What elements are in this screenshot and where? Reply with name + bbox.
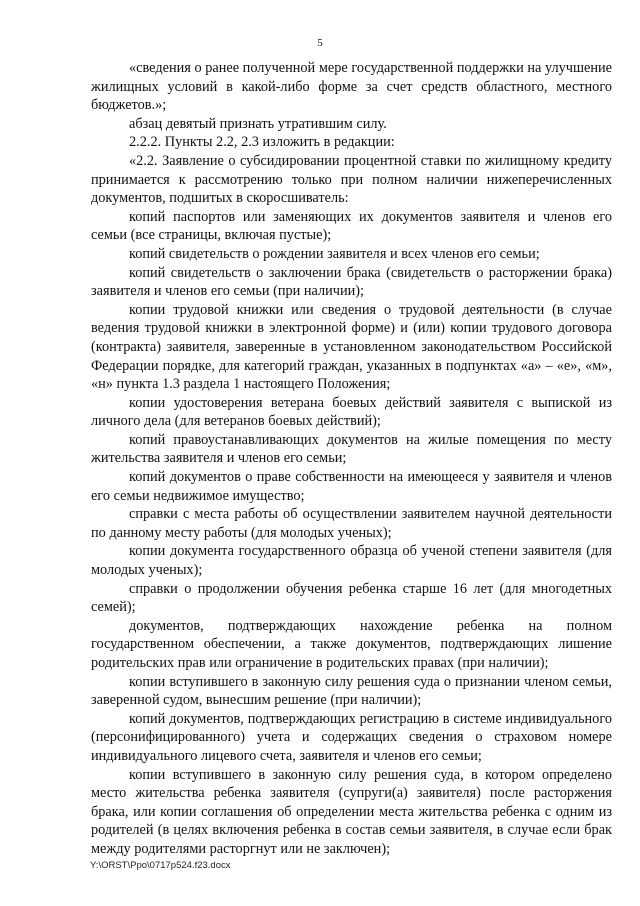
paragraph: копий паспортов или заменяющих их документов заявителя и членов его семьи (все страницы, включая пустые); <box>91 208 612 244</box>
file-path-footer: Y:\ORST\Ppo\0717p524.f23.docx <box>90 860 231 871</box>
paragraph: документов, подтверждающих нахождение ребенка на полном государственном обеспечении, а также документов, подтверждающих лишение родительских прав или ограничение в родительских правах (при наличии); <box>91 617 612 671</box>
paragraph: копий документов о праве собственности на имеющееся у заявителя и членов его семьи недвижимое имущество; <box>91 469 612 504</box>
paragraph: копии документа государственного образца об ученой степени заявителя (для молодых ученых); <box>91 543 612 579</box>
paragraph: копий свидетельств о рождении заявителя и всех членов его семьи; <box>129 245 540 262</box>
paragraph: абзац девятый признать утратившим силу. <box>129 115 387 132</box>
paragraph: копий документов, подтверждающих регистрацию в системе индивидуального (персонифицированного) учета и содержащих сведения о страховом номере индивидуального лицевого счета, заявителя и членов его семьи; <box>91 710 612 764</box>
document-body <box>91 59 612 859</box>
paragraph: 2.2.2. Пункты 2.2, 2.3 изложить в редакции: <box>129 134 395 151</box>
paragraph: копии вступившего в законную силу решения суда, в котором определено место жительства ребенка заявителя (супруги(а) заявителя) после расторжения брака, или копии соглашения об определении места жительства ребенка с одним из родителей (в целях включения ребенка в состав семьи заявителя, в случае если брак между родителями расторгнут или не заключен); <box>91 766 612 857</box>
paragraph: «2.2. Заявление о субсидировании процентной ставки по жилищному кредиту принимается к рассмотрению только при полном наличии нижеперечисленных документов, подшитых в скоросшиватель: <box>91 152 612 207</box>
page-number: 5 <box>317 37 323 49</box>
paragraph: копий правоустанавливающих документов на жилые помещения по месту жительства заявителя и членов его семьи; <box>91 431 612 467</box>
paragraph: «сведения о ранее полученной мере государственной поддержки на улучшение жилищных условий в какой-либо форме за счет средств областного, местного бюджетов.»; <box>91 60 612 114</box>
paragraph: копий свидетельств о заключении брака (свидетельств о расторжении брака) заявителя и членов его семьи (при наличии); <box>91 264 612 300</box>
paragraph: копии удостоверения ветерана боевых действий заявителя с выпиской из личного дела (для ветеранов боевых действий); <box>91 394 612 430</box>
paragraph: справки о продолжении обучения ребенка старше 16 лет (для многодетных семей); <box>91 580 612 616</box>
paragraph: копии трудовой книжки или сведения о трудовой деятельности (в случае ведения трудовой книжки в электронной форме) и (или) копии трудового договора (контракта) заявителя, заверенные в установленном законодательством Российской Федерации порядке, для категорий граждан, указанных в подпунктах «а» – «е», «м», «н» пункта 1.3 раздела 1 настоящего Положения; <box>91 301 612 393</box>
paragraph: справки с места работы об осуществлении заявителем научной деятельности по данному месту работы (для молодых ученых); <box>91 506 612 541</box>
paragraph: копии вступившего в законную силу решения суда о признании членом семьи, заверенной судом, вынесшим решение (при наличии); <box>91 673 612 709</box>
